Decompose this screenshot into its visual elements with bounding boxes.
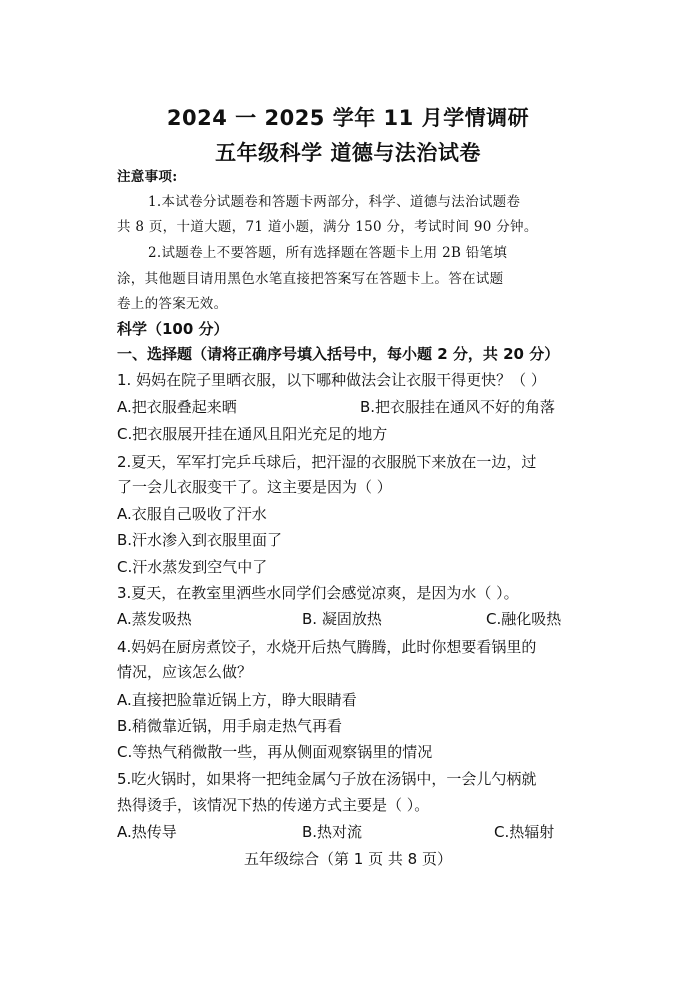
q3-option-a: A.蒸发吸热: [117, 610, 192, 628]
q3-option-c: C.融化吸热: [486, 610, 562, 628]
q4-stem-line1: 4.妈妈在厨房煮饺子，水烧开后热气腾腾，此时你想要看锅里的: [117, 638, 537, 656]
page-footer: 五年级综合（第 1 页 共 8 页）: [244, 850, 452, 868]
q4-option-a: A.直接把脸靠近锅上方，睁大眼睛看: [117, 691, 357, 709]
exam-title-line1: 2024 一 2025 学年 11 月学情调研: [166, 106, 530, 130]
q5-stem-line1: 5.吃火锅时，如果将一把纯金属勺子放在汤锅中，一会儿勺柄就: [117, 770, 537, 788]
q5-option-a: A.热传导: [117, 823, 177, 841]
q4-stem-line2: 情况，应该怎么做？: [117, 663, 253, 681]
q2-stem-line1: 2.夏天，军军打完乒乓球后，把汗湿的衣服脱下来放在一边，过: [117, 453, 537, 471]
q5-option-b: B.热对流: [302, 823, 363, 841]
q4-option-c: C.等热气稍微散一些，再从侧面观察锅里的情况: [117, 743, 433, 761]
exam-title-line2: 五年级科学 道德与法治试卷: [215, 141, 481, 165]
q1-stem: 1. 妈妈在院子里晒衣服，以下哪种做法会让衣服干得更快？（ ）: [117, 371, 546, 389]
q2-stem-line2: 了一会儿衣服变干了。这主要是因为（ ）: [117, 478, 392, 496]
q2-option-c: C.汗水蒸发到空气中了: [117, 558, 268, 576]
q1-option-c: C.把衣服展开挂在通风且阳光充足的地方: [117, 425, 388, 443]
q1-option-a: A.把衣服叠起来晒: [117, 398, 237, 416]
q3-option-b: B. 凝固放热: [302, 610, 382, 628]
notice-item1-line2: 共 8 页，十道大题，71 道小题，满分 150 分，考试时间 90 分钟。: [117, 219, 538, 235]
q3-stem: 3.夏天，在教室里洒些水同学们会感觉凉爽，是因为水（ ）。: [117, 584, 519, 602]
notice-item1-line1: 1.本试卷分试题卷和答题卡两部分，科学、道德与法治试题卷: [148, 194, 521, 210]
q2-option-a: A.衣服自己吸收了汗水: [117, 505, 267, 523]
notice-heading: 注意事项:: [117, 169, 178, 185]
q1-option-b: B.把衣服挂在通风不好的角落: [360, 398, 556, 416]
notice-item2-line2: 涂，其他题目请用黑色水笔直接把答案写在答题卡上。答在试题: [117, 271, 504, 287]
q4-option-b: B.稍微靠近锅，用手扇走热气再看: [117, 717, 343, 735]
q5-option-c: C.热辐射: [494, 823, 555, 841]
notice-item2-line1: 2.试题卷上不要答题，所有选择题在答题卡上用 2B 铅笔填: [148, 245, 508, 261]
notice-item2-line3: 卷上的答案无效。: [117, 296, 228, 312]
q2-option-b: B.汗水渗入到衣服里面了: [117, 531, 283, 549]
q5-stem-line2: 热得烫手，该情况下热的传递方式主要是（ ）。: [117, 796, 430, 814]
subject-heading: 科学（100 分）: [117, 320, 229, 338]
part1-heading: 一、选择题（请将正确序号填入括号中，每小题 2 分，共 20 分）: [117, 345, 560, 363]
